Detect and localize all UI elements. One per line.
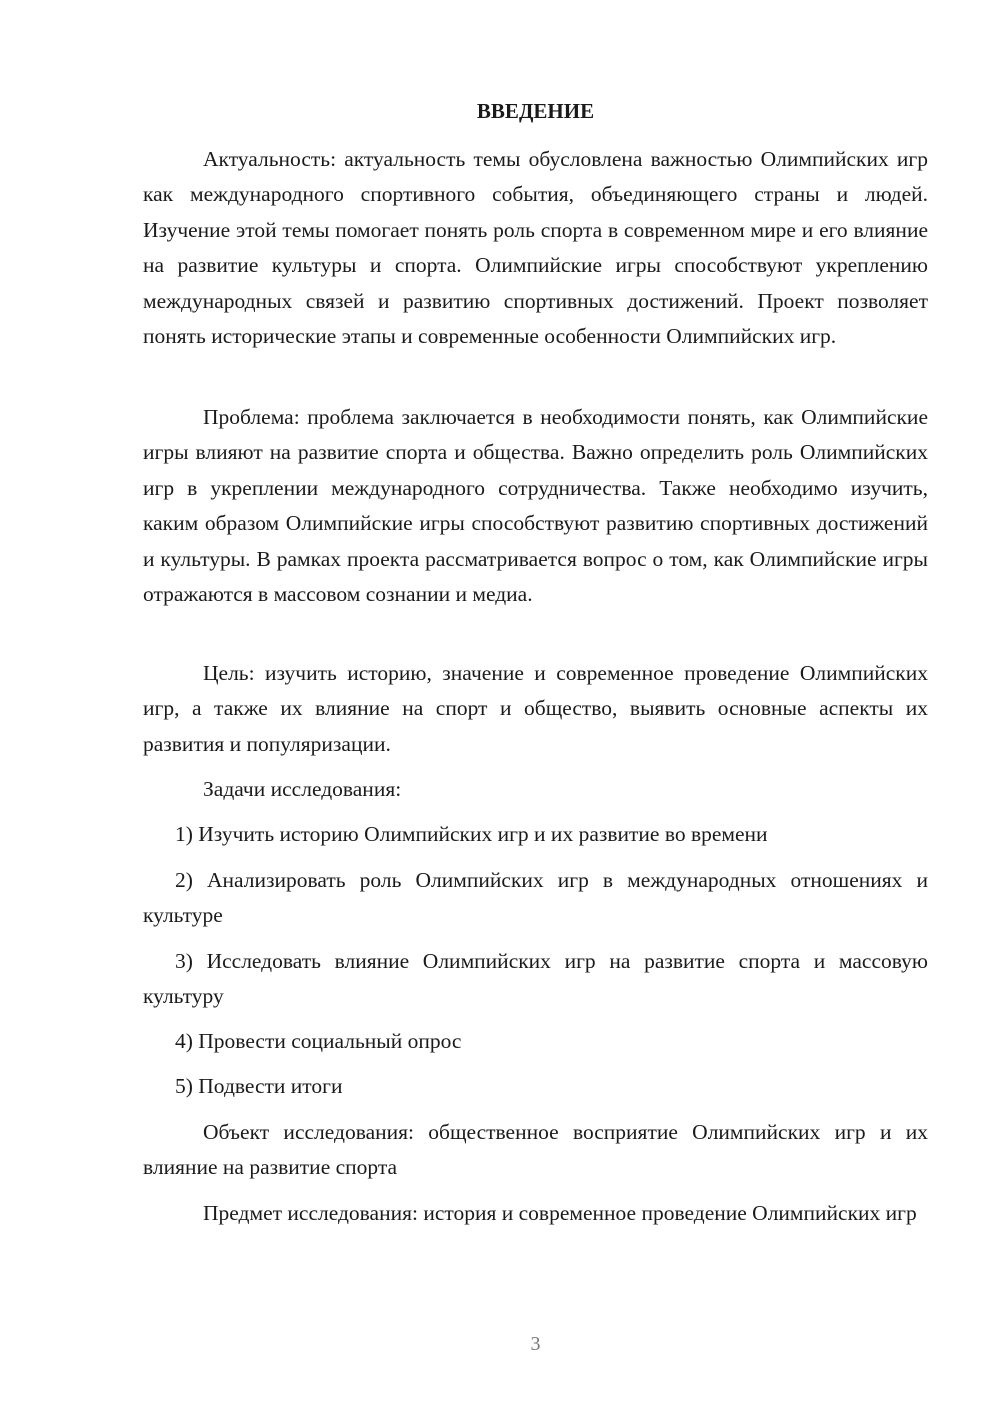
paragraph-relevance: Актуальность: актуальность темы обусловлена важностью Олимпийских игр как международного спортивного события, объединяющего страны и людей. Изучение этой темы помогает понять роль спорта в современном мире и его влияние на развитие культуры и спорта. Олимпийские игры способствуют укреплению международных связей и развитию спортивных достижений. Проект позволяет понять исторические этапы и современные особенности Олимпийских игр. (143, 147, 928, 349)
paragraph-subject: Предмет исследования: история и современное проведение Олимпийских игр (203, 1201, 917, 1225)
paragraph-problem: Проблема: проблема заключается в необходимости понять, как Олимпийские игры влияют на развитие спорта и общества. Важно определить роль Олимпийских игр в укреплении международного сотрудничества. Также необходимо изучить, каким образом Олимпийские игры способствуют развитию спортивных достижений и культуры. В рамках проекта рассматривается вопрос о том, как Олимпийские игры отражаются в массовом сознании и медиа. (143, 405, 928, 607)
task-item-5: 5) Подвести итоги (175, 1074, 343, 1098)
task-item-1: 1) Изучить историю Олимпийских игр и их развитие во времени (175, 822, 768, 846)
section-title: ВВЕДЕНИЕ (476, 99, 595, 123)
paragraph-tasks-heading: Задачи исследования: (203, 777, 402, 801)
task-item-4: 4) Провести социальный опрос (175, 1029, 462, 1053)
task-item-3: 3) Исследовать влияние Олимпийских игр на развитие спорта и массовую культуру (143, 949, 928, 1009)
page-number: 3 (530, 1333, 541, 1355)
task-item-2: 2) Анализировать роль Олимпийских игр в международных отношениях и культуре (143, 868, 928, 928)
paragraph-goal: Цель: изучить историю, значение и современное проведение Олимпийских игр, а также их влияние на спорт и общество, выявить основные аспекты их развития и популяризации. (143, 661, 928, 756)
paragraph-object: Объект исследования: общественное восприятие Олимпийских игр и их влияние на развитие спорта (143, 1120, 928, 1180)
